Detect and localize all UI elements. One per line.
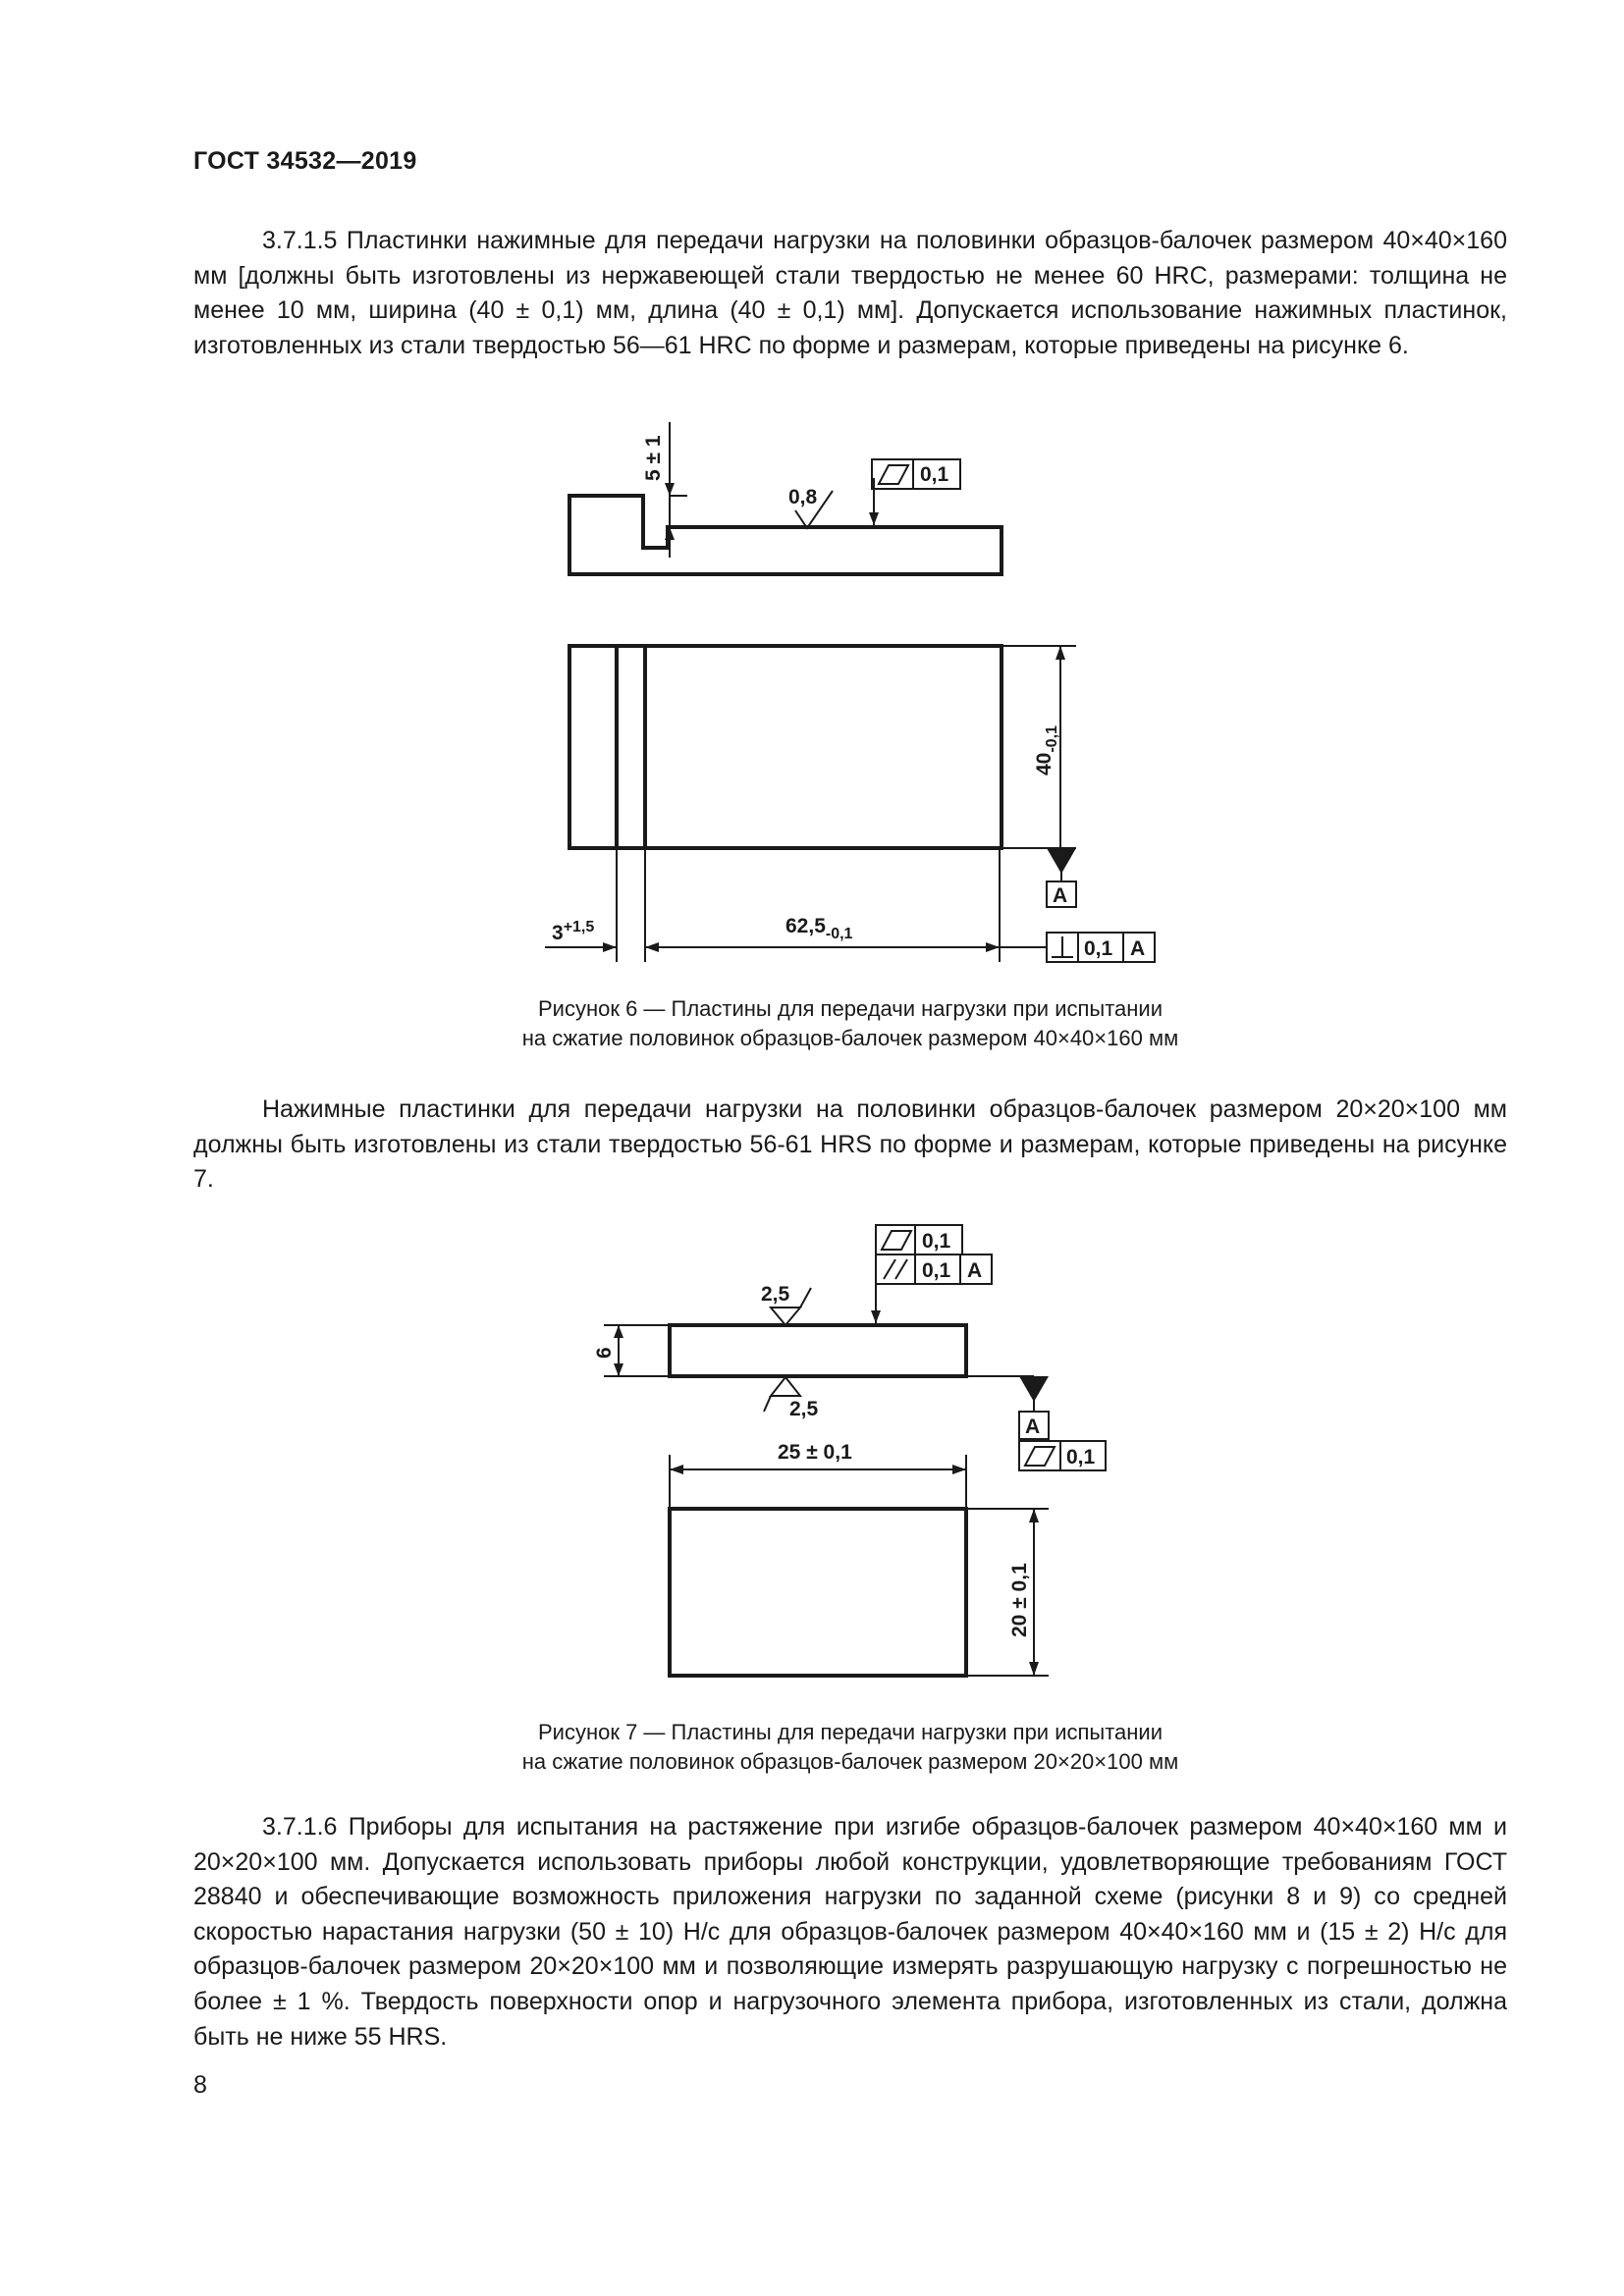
fig6-dim-length-base: 62,5 — [785, 915, 826, 937]
fig7-parallel-value: 0,1 — [922, 1259, 951, 1282]
fig7-datum-a: A — [1025, 1415, 1041, 1438]
fig6-datum-a: A — [1053, 884, 1068, 907]
fig6-perp-value: 0,1 — [1084, 937, 1113, 960]
figure-7-caption-line1: Рисунок 7 — Пластины для передачи нагрузки при испытании — [537, 1720, 1164, 1744]
fig6-dim-left-tol: +1,5 — [563, 919, 595, 935]
paragraph-press-plates-20: Нажимные пластинки для передачи нагрузки на половинки образцов-балочек размером 20×20×100 мм должны быть изготовлены из стали твердостью 56-61 HRS по форме и размерам, которые приведены на рисунке 7. — [193, 1095, 1507, 1194]
fig7-datum-flatness-value: 0,1 — [1066, 1446, 1096, 1468]
fig6-dim-length-tol: -0,1 — [825, 926, 853, 942]
fig6-roughness-label: 0,8 — [788, 486, 818, 508]
fig6-dim-width-base: 40 — [1033, 752, 1056, 775]
figure-6-caption-line2: на сжатие половинок образцов-балочек размером 40×40×160 мм — [521, 1026, 1179, 1050]
fig7-dim-length: 25 ± 0,1 — [778, 1441, 852, 1464]
fig7-plan-view — [670, 1509, 966, 1676]
figure-7-caption-line2: на сжатие половинок образцов-балочек размером 20×20×100 мм — [521, 1749, 1179, 1774]
figure-7-caption — [193, 1718, 1507, 1777]
figure-6-caption-line1: Рисунок 6 — Пластины для передачи нагрузки при испытании — [537, 996, 1164, 1021]
paragraph-3-7-1-5: 3.7.1.5 Пластинки нажимные для передачи нагрузки на половинки образцов-балочек размером 40×40×160 мм [должны быть изготовлены из нержавеющей стали твердостью не менее 60 HRC, размерами: толщина не менее 10 мм, ширина (40 ± 0,1) мм, длина (40 ± 0,1) мм]. Допускается использование нажимных пластинок, изготовленных из стали твердостью 56—61 HRC по форме и размерам, которые приведены на рисунке 6. — [193, 227, 1507, 359]
fig6-dim-left-base: 3 — [552, 922, 564, 944]
fig6-dim-step: 5 ± 1 — [642, 435, 665, 481]
fig7-flatness-value: 0,1 — [922, 1230, 951, 1253]
paragraph-3-7-1-6: 3.7.1.6 Приборы для испытания на растяжение при изгибе образцов-балочек размером 40×40×160 мм и 20×20×100 мм. Допускается использовать приборы любой конструкции, удовлетворяющие требованиям ГОСТ 28840 и обеспечивающие возможность приложения нагрузки по заданной схеме (рисунки 8 и 9) со средней скоростью нарастания нагрузки (50 ± 10) Н/с для образцов-балочек размером 40×40×160 мм и (15 ± 2) Н/с для образцов-балочек размером 20×20×100 мм и позволяющие измерять разрушающую нагрузку с погрешностью не более ± 1 %. Твердость поверхности опор и нагрузочного элемента прибора, изготовленных из стали, должна быть не ниже 55 HRS. — [193, 1813, 1507, 2051]
fig7-roughness-bottom: 2,5 — [789, 1398, 819, 1420]
fig6-dim-width-tol: -0,1 — [1044, 725, 1060, 753]
fig7-dim-thickness: 6 — [593, 1347, 616, 1359]
document-header: ГОСТ 34532—2019 — [193, 147, 417, 175]
fig6-flatness-value: 0,1 — [920, 463, 949, 486]
fig7-side-view — [670, 1325, 966, 1376]
fig7-dim-width: 20 ± 0,1 — [1008, 1563, 1031, 1637]
fig7-parallel-datum: A — [967, 1259, 983, 1282]
fig6-perp-datum: A — [1130, 937, 1146, 960]
fig7-roughness-top: 2,5 — [761, 1283, 790, 1306]
page-number: 8 — [193, 2071, 207, 2099]
